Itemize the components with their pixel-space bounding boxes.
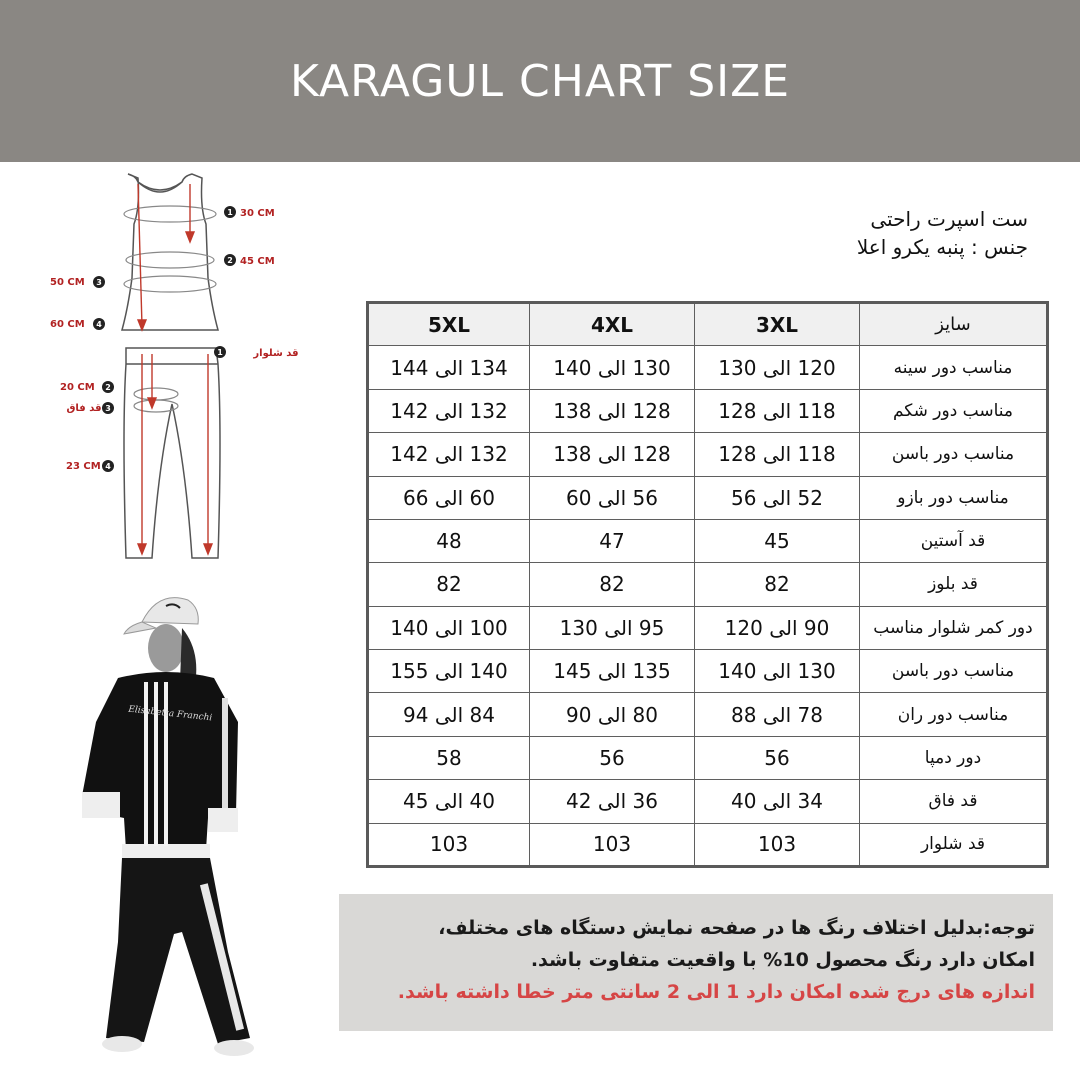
label-3-top [50,276,105,288]
row-label: مناسب دور ران [860,693,1048,736]
svg-text:قد شلوار: قد شلوار [253,348,299,359]
header-3xl: 3XL [695,303,860,346]
svg-text:50 CM: 50 CM [50,277,85,288]
table-header-row [368,303,1048,346]
cell-3xl: 120 الی 130 [695,346,860,389]
cell-4xl: 130 الی 140 [530,346,695,389]
row-label: مناسب دور سینه [860,346,1048,389]
cell-3xl: 78 الی 88 [695,693,860,736]
label-2-pants [60,381,114,393]
svg-text:23 CM: 23 CM [66,461,101,472]
cell-4xl: 128 الی 138 [530,433,695,476]
cell-5xl: 60 الی 66 [368,476,530,519]
svg-text:قد فاق: قد فاق [66,403,102,414]
row-label: مناسب دور باسن [860,650,1048,693]
table-row [368,693,1048,736]
row-label: مناسب دور باسن [860,433,1048,476]
row-label: قد فاق [860,780,1048,823]
table-row [368,606,1048,649]
label-3-pants [66,402,114,414]
svg-text:3: 3 [96,278,102,287]
table-row [368,433,1048,476]
cell-5xl: 58 [368,736,530,779]
cell-3xl: 82 [695,563,860,606]
svg-text:20 CM: 20 CM [60,382,95,393]
label-1-top [224,206,275,219]
table-row [368,519,1048,562]
size-table [366,301,1049,868]
cell-4xl: 82 [530,563,695,606]
cell-3xl: 130 الی 140 [695,650,860,693]
row-label: قد آستین [860,519,1048,562]
cell-4xl: 135 الی 145 [530,650,695,693]
pants-outline [124,348,220,558]
cell-4xl: 56 [530,736,695,779]
row-label: دور کمر شلوار مناسب [860,606,1048,649]
table-row [368,563,1048,606]
cell-3xl: 118 الی 128 [695,433,860,476]
svg-text:3: 3 [105,404,111,413]
svg-text:4: 4 [105,462,111,471]
svg-text:1: 1 [217,348,223,357]
label-4-pants [66,460,114,472]
cell-3xl: 34 الی 40 [695,780,860,823]
product-info [857,205,1028,261]
cell-5xl: 40 الی 45 [368,780,530,823]
cell-5xl: 100 الی 140 [368,606,530,649]
cell-5xl: 84 الی 94 [368,693,530,736]
table-row [368,780,1048,823]
cell-5xl: 132 الی 142 [368,433,530,476]
header-4xl: 4XL [530,303,695,346]
cell-4xl: 128 الی 138 [530,389,695,432]
svg-text:2: 2 [105,383,111,392]
row-label: مناسب دور شکم [860,389,1048,432]
notice-line-2: امکان دارد رنگ محصول 10% با واقعیت متفاوت باشد. [530,949,1035,971]
page-title: KARAGUL CHART SIZE [289,55,791,107]
label-2-top [224,254,275,267]
cell-5xl: 48 [368,519,530,562]
cell-3xl: 45 [695,519,860,562]
table-row [368,823,1048,867]
cell-4xl: 103 [530,823,695,867]
svg-text:Elisabetta Franchi: Elisabetta Franchi [127,704,213,724]
svg-text:60 CM: 60 CM [50,319,85,330]
table-row [368,650,1048,693]
cell-4xl: 56 الی 60 [530,476,695,519]
label-1-pants [214,346,299,359]
svg-text:4: 4 [96,320,102,329]
model-photo [78,582,278,1072]
product-name: ست اسپرت راحتی [870,207,1028,231]
cell-4xl: 47 [530,519,695,562]
header-5xl: 5XL [368,303,530,346]
table-row [368,736,1048,779]
svg-text:45 CM: 45 CM [240,256,275,267]
svg-text:2: 2 [227,256,233,265]
product-material: جنس : پنبه یکرو اعلا [856,235,1028,259]
notice-box [339,894,1053,1031]
cell-4xl: 95 الی 130 [530,606,695,649]
cell-4xl: 36 الی 42 [530,780,695,823]
cell-3xl: 118 الی 128 [695,389,860,432]
header-banner [0,0,1080,162]
cell-3xl: 56 [695,736,860,779]
measurement-diagram [40,168,300,578]
table-row [368,389,1048,432]
notice-line-1: توجه:بدلیل اختلاف رنگ ها در صفحه نمایش دستگاه های مختلف، [438,917,1035,939]
table-row [368,476,1048,519]
table-row [368,346,1048,389]
notice-line-3: اندازه های درج شده امکان دارد 1 الی 2 سانتی متر خطا داشته باشد. [397,981,1035,1003]
row-label: دور دمپا [860,736,1048,779]
row-label: قد بلوز [860,563,1048,606]
cell-5xl: 82 [368,563,530,606]
svg-text:30 CM: 30 CM [240,208,275,219]
cell-3xl: 103 [695,823,860,867]
header-size: سایز [860,303,1048,346]
cell-5xl: 134 الی 144 [368,346,530,389]
cell-5xl: 140 الی 155 [368,650,530,693]
cell-3xl: 52 الی 56 [695,476,860,519]
cell-5xl: 132 الی 142 [368,389,530,432]
row-label: قد شلوار [860,823,1048,867]
label-4-top [50,318,105,330]
row-label: مناسب دور بازو [860,476,1048,519]
cell-3xl: 90 الی 120 [695,606,860,649]
cell-5xl: 103 [368,823,530,867]
svg-text:1: 1 [227,208,233,217]
cell-4xl: 80 الی 90 [530,693,695,736]
